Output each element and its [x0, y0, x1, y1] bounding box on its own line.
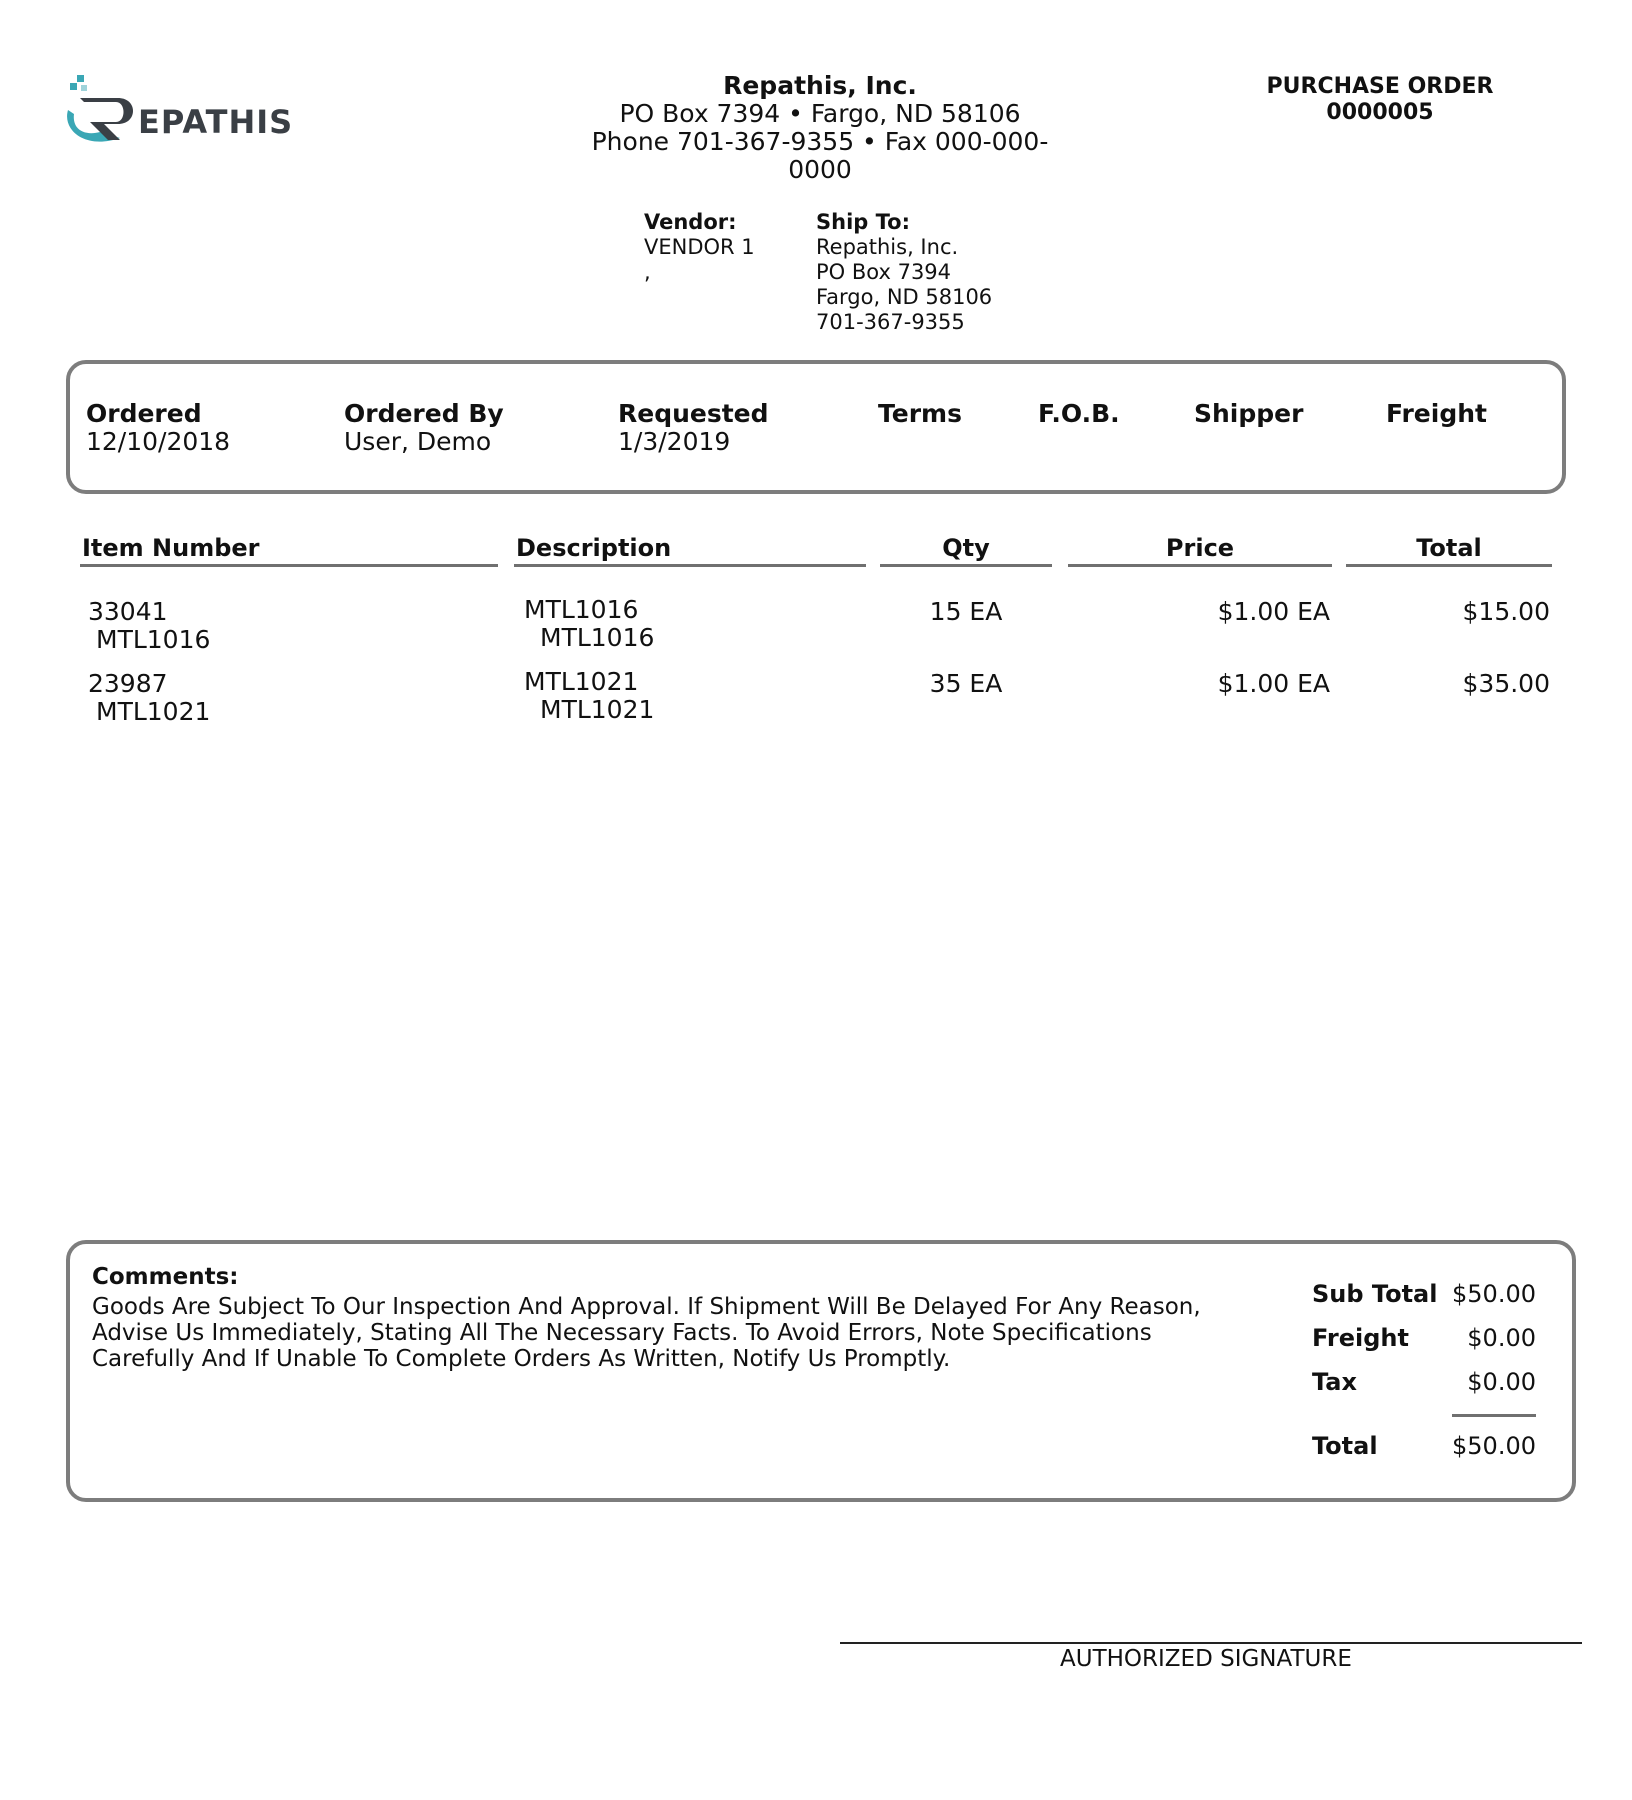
comments-text — [92, 1294, 1282, 1372]
ordered-value: 12/10/2018 — [86, 427, 231, 456]
item-sub: MTL1021 — [96, 697, 211, 726]
vendor-block — [644, 210, 755, 285]
company-header — [560, 72, 1080, 184]
tax-label: Tax — [1312, 1368, 1357, 1396]
freight-field — [1386, 400, 1487, 428]
vendor-label: Vendor: — [644, 210, 737, 234]
table-row-item — [88, 598, 210, 654]
company-phone: Phone 701-367-9355 • Fax 000-000-0000 — [591, 127, 1049, 184]
qty: 15 EA — [929, 597, 1003, 626]
comments-line: Goods Are Subject To Our Inspection And Approval. If Shipment Will Be Delayed For Any Reason, — [92, 1294, 1201, 1320]
subtotal-value: $50.00 — [1452, 1280, 1536, 1308]
grand-total-value: $50.00 — [1452, 1432, 1536, 1460]
vendor-name: VENDOR 1 — [644, 235, 755, 259]
ordered-by-value: User, Demo — [344, 427, 492, 456]
requested-field — [618, 400, 769, 456]
line-total: $35.00 — [1462, 669, 1550, 698]
terms-label: Terms — [878, 399, 962, 428]
ship-to-address1: PO Box 7394 — [816, 260, 952, 284]
header-item-number-rule — [80, 564, 498, 567]
item-number: 23987 — [88, 669, 168, 698]
ordered-by-field — [344, 400, 504, 456]
logo-graphic — [60, 70, 320, 160]
shipper-label: Shipper — [1194, 399, 1304, 428]
vendor-line2: , — [644, 260, 651, 284]
item-number: 33041 — [88, 597, 168, 626]
requested-label: Requested — [618, 399, 769, 428]
po-number: 0000005 — [1326, 100, 1434, 125]
ship-to-label: Ship To: — [816, 210, 910, 234]
header-total: Total — [1416, 534, 1482, 562]
header-price: Price — [1165, 534, 1235, 562]
company-logo — [60, 70, 320, 160]
header-total-rule — [1346, 564, 1552, 567]
header-qty: Qty — [942, 534, 990, 562]
description-sub: MTL1016 — [540, 623, 655, 652]
signature-line — [840, 1642, 1582, 1644]
table-row-description — [524, 668, 654, 724]
order-info-box — [66, 360, 1566, 494]
terms-field — [878, 400, 962, 428]
header-description: Description — [516, 534, 672, 562]
comments-line: Carefully And If Unable To Complete Orders As Written, Notify Us Promptly. — [92, 1346, 951, 1372]
table-row-item — [88, 670, 210, 726]
price: $1.00 EA — [1217, 669, 1330, 698]
freight-total-value: $0.00 — [1467, 1324, 1536, 1352]
po-heading — [1240, 74, 1520, 126]
header-description-rule — [514, 564, 866, 567]
fob-label: F.O.B. — [1038, 399, 1120, 428]
grand-total-label: Total — [1312, 1432, 1378, 1460]
fob-field — [1038, 400, 1120, 428]
description-sub: MTL1021 — [540, 695, 655, 724]
description: MTL1021 — [524, 667, 639, 696]
comments-label: Comments: — [92, 1264, 239, 1290]
requested-value: 1/3/2019 — [618, 427, 731, 456]
ship-to-block — [816, 210, 992, 335]
subtotal-label: Sub Total — [1312, 1280, 1438, 1308]
signature-label: AUTHORIZED SIGNATURE — [1060, 1646, 1352, 1672]
company-address: PO Box 7394 • Fargo, ND 58106 — [619, 99, 1021, 128]
ship-to-phone: 701-367-9355 — [816, 310, 965, 334]
header-qty-rule — [880, 564, 1052, 567]
qty: 35 EA — [929, 669, 1003, 698]
line-total: $15.00 — [1462, 597, 1550, 626]
ship-to-name: Repathis, Inc. — [816, 235, 959, 259]
totals-rule — [1452, 1414, 1536, 1417]
ordered-label: Ordered — [86, 399, 202, 428]
comments-line: Advise Us Immediately, Stating All The Necessary Facts. To Avoid Errors, Note Specifications — [92, 1320, 1152, 1346]
freight-label: Freight — [1386, 399, 1487, 428]
table-row-description — [524, 596, 654, 652]
price: $1.00 EA — [1217, 597, 1330, 626]
header-item-number: Item Number — [82, 534, 260, 562]
freight-total-label: Freight — [1312, 1324, 1409, 1352]
ordered-by-label: Ordered By — [344, 399, 504, 428]
logo-wordmark: EPATHIS — [138, 103, 294, 141]
tax-value: $0.00 — [1467, 1368, 1536, 1396]
doc-type: PURCHASE ORDER — [1266, 74, 1494, 99]
description: MTL1016 — [524, 595, 639, 624]
ordered-field — [86, 400, 230, 456]
company-name: Repathis, Inc. — [723, 71, 917, 100]
shipper-field — [1194, 400, 1303, 428]
ship-to-address2: Fargo, ND 58106 — [816, 285, 993, 309]
item-sub: MTL1016 — [96, 625, 211, 654]
header-price-rule — [1068, 564, 1332, 567]
